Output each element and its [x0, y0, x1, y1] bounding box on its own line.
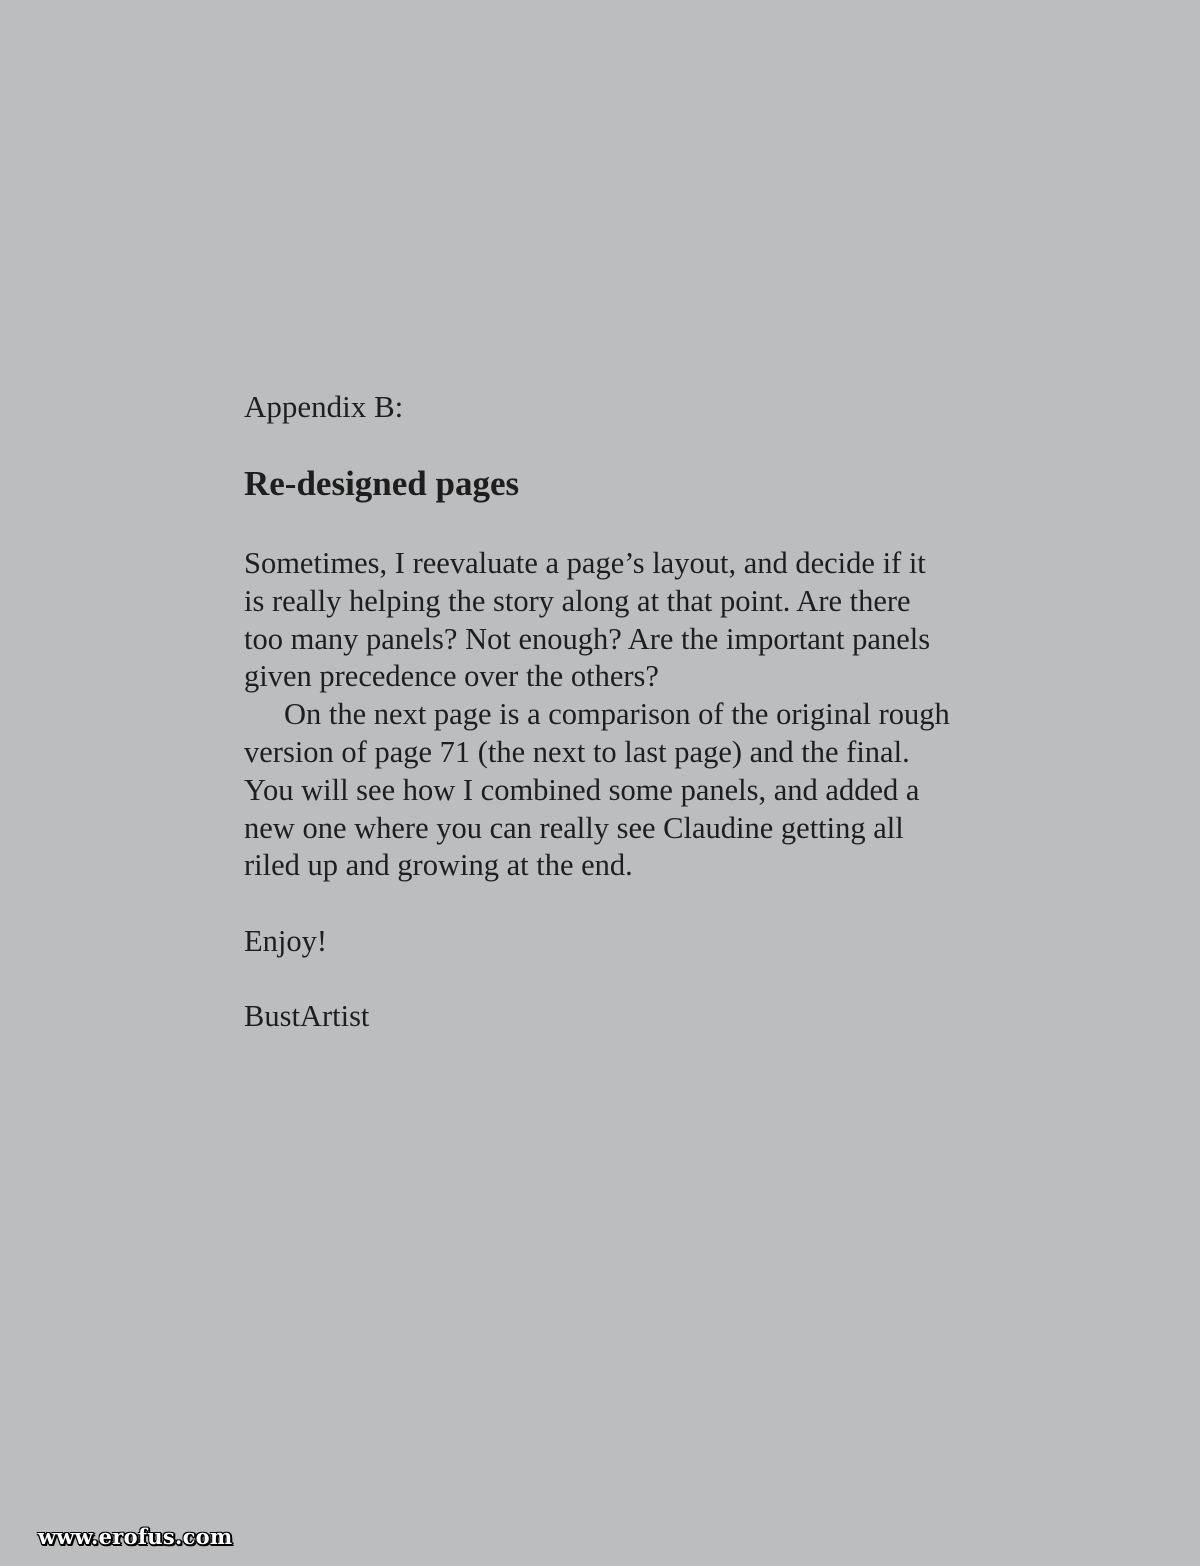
paragraph-1-line: is really helping the story along at that point. Are there	[244, 583, 911, 618]
paragraph-2-line: You will see how I combined some panels, and added a	[244, 772, 920, 807]
body-text	[244, 545, 1004, 885]
paragraph-1-line: Sometimes, I reevaluate a page’s layout, and decide if it	[244, 546, 926, 580]
page-content	[244, 388, 1004, 1036]
paragraph-1-line: given precedence over the others?	[244, 659, 659, 694]
paragraph-2-line: version of page 71 (the next to last page) and the final.	[244, 734, 910, 769]
paragraph-2-line: riled up and growing at the end.	[244, 848, 633, 883]
section-title: Re-designed pages	[244, 464, 520, 503]
paragraph-1-line: too many panels? Not enough? Are the important panels	[244, 621, 931, 656]
paragraph-2-line: On the next page is a comparison of the original rough	[284, 697, 950, 732]
appendix-label: Appendix B:	[244, 389, 404, 424]
closing-text: Enjoy!	[244, 924, 328, 959]
watermark-url: www.erofus.com	[38, 1524, 233, 1549]
signature: BustArtist	[244, 998, 370, 1033]
paragraph-2-line: new one where you can really see Claudine getting all	[244, 810, 904, 845]
